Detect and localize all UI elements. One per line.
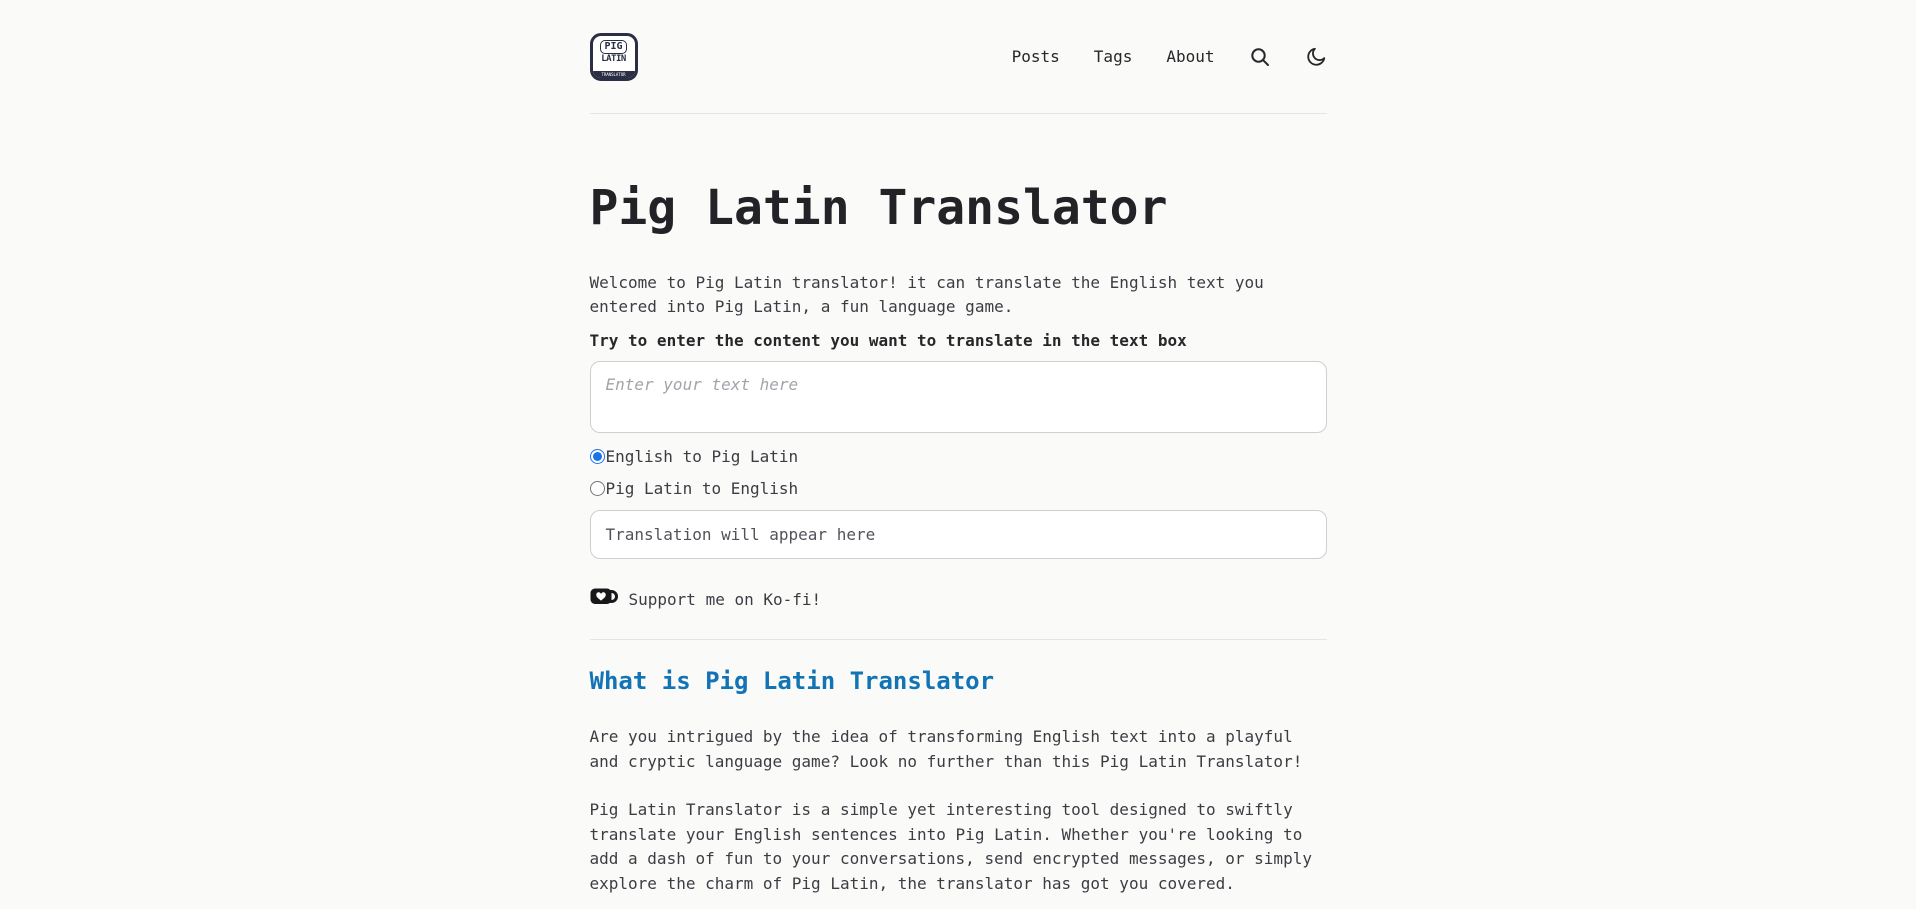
logo-text-latin: LATIN [601, 53, 626, 64]
radio-label-english-to-pig-latin[interactable]: English to Pig Latin [605, 446, 799, 466]
radio-pig-latin-to-english[interactable] [590, 481, 605, 496]
radio-row-en-to-pig [590, 446, 1327, 466]
nav-link-posts[interactable]: Posts [1011, 47, 1060, 66]
radio-row-pig-to-en [590, 478, 1327, 498]
site-header [590, 0, 1327, 114]
theme-toggle-button[interactable] [1305, 46, 1327, 68]
radio-label-pig-latin-to-english[interactable]: Pig Latin to English [605, 478, 799, 498]
logo-text-pig: PIG [600, 40, 626, 54]
translate-input[interactable] [590, 361, 1327, 433]
search-icon [1249, 46, 1271, 68]
main-nav [1012, 46, 1327, 68]
section-divider [590, 639, 1327, 640]
nav-link-tags[interactable]: Tags [1093, 47, 1133, 66]
radio-english-to-pig-latin[interactable] [590, 449, 605, 464]
moon-icon [1305, 46, 1327, 68]
prompt-text: Try to enter the content you want to translate in the text box [589, 331, 1187, 350]
kofi-link-label: Support me on Ko-fi! [628, 589, 822, 609]
search-button[interactable] [1249, 46, 1271, 68]
kofi-support-link[interactable] [590, 587, 822, 611]
main-content [590, 180, 1327, 896]
section-paragraph-2: Pig Latin Translator is a simple yet interesting tool designed to swiftly translate your English sentences into Pig Latin. Whether you're looking to add a dash of fun to your conversations, send encrypted messages, or simply explore the charm of Pig Latin, the translator has got you covered. [589, 800, 1312, 893]
site-logo[interactable] [590, 33, 638, 81]
direction-radio-group [590, 446, 1327, 498]
intro-text: Welcome to Pig Latin translator! it can translate the English text you entered into Pig Latin, a fun language game. [589, 273, 1264, 316]
page-title: Pig Latin Translator [589, 180, 1168, 236]
kofi-cup-icon [590, 587, 618, 611]
section-heading-link[interactable]: What is Pig Latin Translator [589, 667, 995, 695]
section-paragraph-1: Are you intrigued by the idea of transforming English text into a playful and cryptic language game? Look no further than this Pig Latin Translator! [589, 727, 1303, 771]
translation-output: Translation will appear here [590, 510, 1327, 559]
logo-text-translator: TRANSLATOR [593, 71, 635, 78]
nav-link-about[interactable]: About [1166, 47, 1215, 66]
